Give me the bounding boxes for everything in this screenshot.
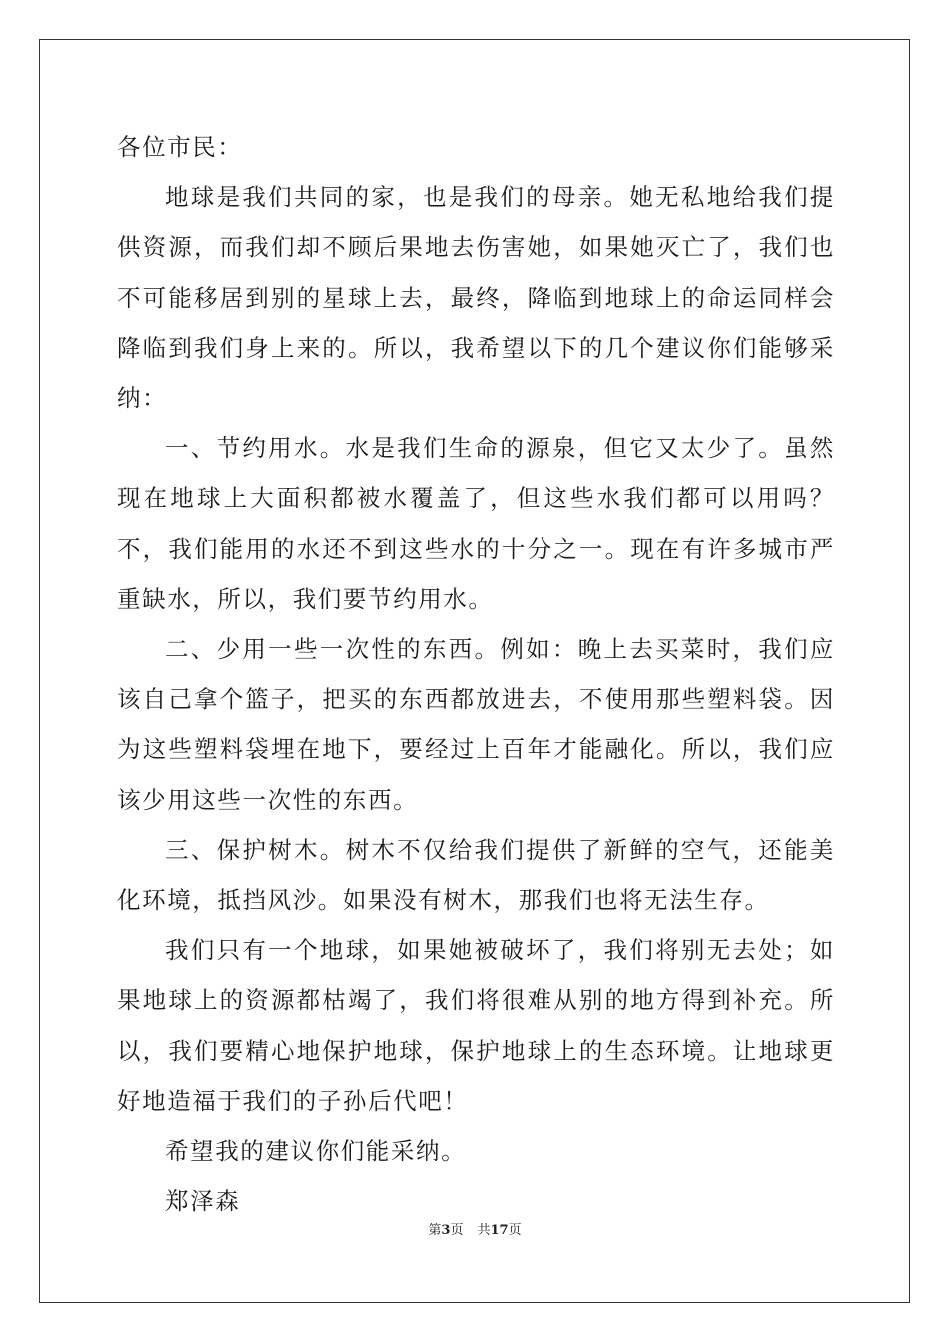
paragraph-closing: 希望我的建议你们能采纳。 bbox=[165, 1137, 467, 1166]
page-number-current: 3 bbox=[441, 1223, 451, 1238]
paragraph-protect-trees: 三、保护树木。树木不仅给我们提供了新鲜的空气，还能美化环境，抵挡风沙。如果没有树木，那我们也将无法生存。 bbox=[117, 835, 835, 915]
page-total-suffix: 页 bbox=[508, 1223, 522, 1238]
paragraph-save-water: 一、节约用水。水是我们生命的源泉，但它又太少了。虽然现在地球上大面积都被水覆盖了，但这些水我们都可以用吗？不，我们能用的水还不到这些水的十分之一。现在有许多城市严重缺水，所以，我们要节约用水。 bbox=[117, 434, 835, 613]
paragraph-reduce-disposables: 二、少用一些一次性的东西。例如：晚上去买菜时，我们应该自己拿个篮子，把买的东西都放进去，不使用那些塑料袋。因为这些塑料袋埋在地下，要经过上百年才能融化。所以，我们应该少用这些一次性的东西。 bbox=[117, 635, 835, 814]
letter-body bbox=[117, 122, 835, 1226]
paragraph-conclusion: 我们只有一个地球，如果她被破坏了，我们将别无去处；如果地球上的资源都枯竭了，我们将很难从别的地方得到补充。所以，我们要精心地保护地球，保护地球上的生态环境。让地球更好地造福于我们的子孙后代吧！ bbox=[117, 936, 835, 1115]
page-number-suffix: 页 bbox=[450, 1223, 464, 1238]
salutation: 各位市民： bbox=[117, 133, 243, 161]
paragraph-intro: 地球是我们共同的家，也是我们的母亲。她无私地给我们提供资源，而我们却不顾后果地去伤害她，如果她灭亡了，我们也不可能移居到别的星球上去，最终，降临到地球上的命运同样会降临到我们身上来的。所以，我希望以下的几个建议你们能够采纳： bbox=[117, 183, 835, 413]
page-total: 17 bbox=[490, 1223, 509, 1238]
page-number-prefix: 第 bbox=[428, 1223, 442, 1238]
page-footer bbox=[0, 1219, 950, 1238]
page-total-prefix: 共 bbox=[477, 1223, 491, 1238]
signature: 郑泽森 bbox=[165, 1187, 241, 1216]
